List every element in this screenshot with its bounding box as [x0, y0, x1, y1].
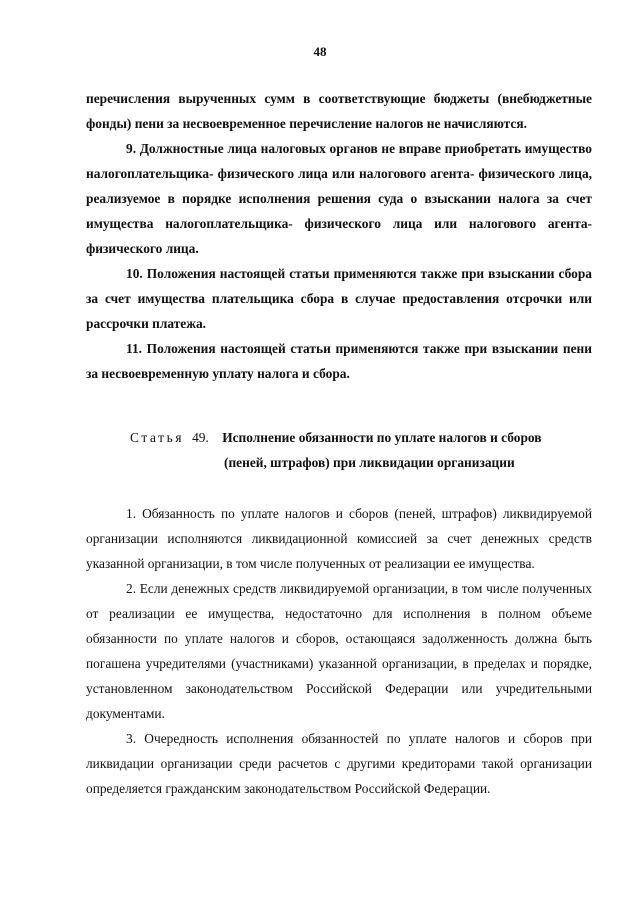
article-heading-line-1 [86, 425, 592, 450]
article-label: Статья [130, 430, 185, 445]
top-text-block [86, 86, 592, 386]
article-heading [86, 425, 592, 475]
bottom-text-block [86, 501, 592, 801]
paragraph-11: 11. Положения настоящей статьи применяются также при взыскании пени за несвоевременную уплату налога и сбора. [86, 341, 592, 381]
paragraph-9: 9. Должностные лица налоговых органов не вправе приобретать имущество налогоплательщика- физического лица или налогового агента- физического лица, реализуемое в порядке исполнения решения суда о взыскании налога за счет имущества налогоплательщика- физического лица или налогового агента- физического лица. [86, 141, 592, 256]
paragraph-10: 10. Положения настоящей статьи применяются также при взыскании сбора за счет имущества плательщика сбора в случае предоставления отсрочки или рассрочки платежа. [86, 266, 592, 331]
article-paragraph-2: 2. Если денежных средств ликвидируемой организации, в том числе полученных от реализации ее имущества, недостаточно для исполнения в полном объеме обязанности по уплате налогов и сборов, остающаяся задолженность должна быть погашена учредителями (участниками) указанной организации, в пределах и порядке, установленном законодательством Российской Федерации или учредительными документами. [86, 581, 592, 721]
article-paragraph-1: 1. Обязанность по уплате налогов и сборов (пеней, штрафов) ликвидируемой организации исполняются ликвидационной комиссией за счет денежных средств указанной организации, в том числе полученных от реализации ее имущества. [86, 506, 592, 571]
article-paragraph-3: 3. Очередность исполнения обязанностей по уплате налогов и сборов при ликвидации организации среди расчетов с другими кредиторами такой организации определяется гражданским законодательством Российской Федерации. [86, 731, 592, 796]
paragraph-continuation: перечисления вырученных сумм в соответствующие бюджеты (внебюджетные фонды) пени за несвоевременное перечисление налогов не начисляются. [86, 91, 592, 131]
article-title-line-1: Исполнение обязанности по уплате налогов и сборов [222, 430, 542, 445]
article-title-line-2: (пеней, штрафов) при ликвидации организации [224, 455, 515, 470]
page-number: 48 [313, 44, 327, 59]
article-number: 49. [192, 430, 209, 445]
